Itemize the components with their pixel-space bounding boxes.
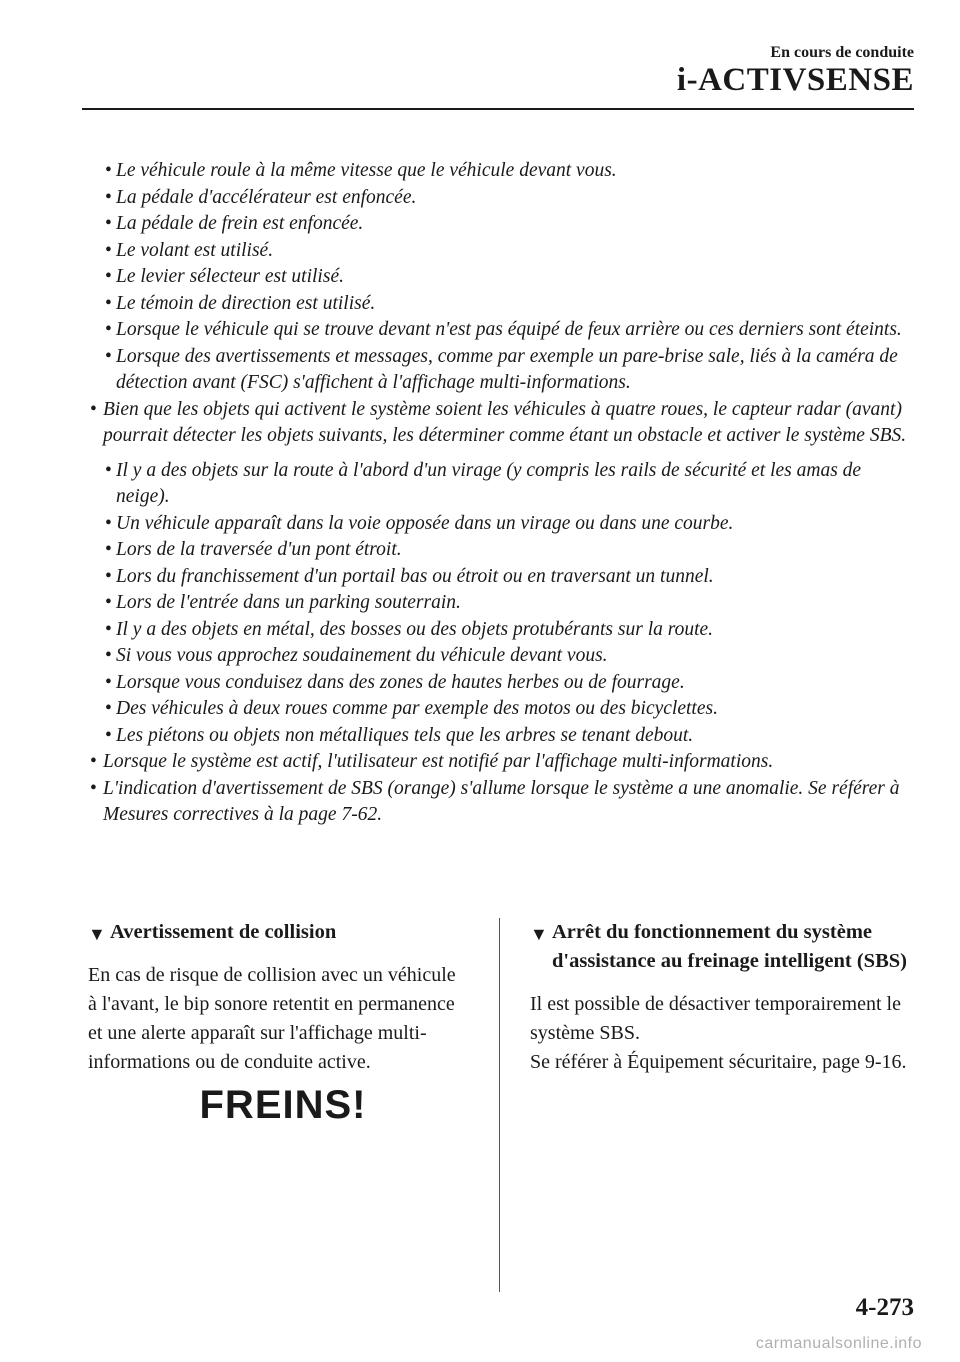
list-item: • Les piétons ou objets non métalliques tels que les arbres se tenant debout. bbox=[88, 723, 918, 750]
list-item: • Lorsque vous conduisez dans des zones de hautes herbes ou de fourrage. bbox=[88, 670, 918, 697]
stop-system-text: Il est possible de désactiver temporairement le système SBS. Se référer à Équipement sécuritaire, page 9-16. bbox=[530, 993, 907, 1073]
list-item: • Il y a des objets sur la route à l'abord d'un virage (y compris les rails de sécurité et les amas de neige). bbox=[105, 459, 862, 507]
bullet-icon: • bbox=[90, 751, 97, 772]
bullet-icon: • bbox=[105, 459, 112, 481]
list-item: • Des véhicules à deux roues comme par exemple des motos ou des bicyclettes. bbox=[88, 696, 918, 723]
bullet-icon: • bbox=[105, 213, 112, 234]
list-item: • La pédale d'accélérateur est enfoncée. bbox=[88, 185, 918, 212]
bullet-icon: • bbox=[105, 319, 112, 340]
list-item: • Lors du franchissement d'un portail bas ou étroit ou en traversant un tunnel. bbox=[88, 564, 918, 591]
page-title: i-ACTIVSENSE bbox=[676, 62, 914, 98]
bullet-active: • Lorsque le système est actif, l'utilisateur est notifié par l'affichage multi-informations. bbox=[88, 749, 918, 776]
list-item: • Si vous vous approchez soudainement du véhicule devant vous. bbox=[88, 643, 918, 670]
collision-section bbox=[88, 918, 468, 1128]
bullet-icon: • bbox=[105, 239, 112, 261]
page-number: 4-273 bbox=[855, 1294, 914, 1321]
bullet-icon: • bbox=[105, 671, 112, 693]
bullet-icon: • bbox=[105, 266, 112, 287]
list-item: • Il y a des objets en métal, des bosses ou des objets protubérants sur la route. bbox=[88, 617, 918, 644]
bullet-icon: • bbox=[105, 724, 112, 746]
bullet-warning: • L'indication d'avertissement de SBS (orange) s'allume lorsque le système a une anomalie. Se référer à Mesures correctives à la page 7-62. bbox=[90, 777, 900, 825]
header-divider bbox=[82, 108, 914, 110]
triangle-down-icon: ▼ bbox=[88, 924, 106, 944]
collision-text: En cas de risque de collision avec un véhicule à l'avant, le bip sonore retentit en permanence et une alerte apparaît sur l'affichage multi-informations ou de conduite active. bbox=[88, 964, 456, 1073]
brake-alert-display: FREINS! bbox=[199, 1083, 367, 1127]
bullet-icon: • bbox=[105, 645, 112, 666]
bullet-icon: • bbox=[105, 512, 112, 534]
collision-heading: ▼ Avertissement de collision bbox=[88, 918, 468, 947]
list-item: • La pédale de frein est enfoncée. bbox=[88, 211, 918, 238]
bullet-icon: • bbox=[105, 539, 112, 560]
bullet-icon: • bbox=[105, 292, 112, 314]
bullet-icon: • bbox=[105, 186, 112, 208]
stop-system-section bbox=[530, 918, 920, 1077]
bullet-icon: • bbox=[105, 592, 112, 613]
triangle-down-icon: ▼ bbox=[530, 924, 548, 944]
conditions-list bbox=[88, 158, 918, 829]
list-item: • Lors de l'entrée dans un parking souterrain. bbox=[88, 590, 918, 617]
stop-system-heading: ▼ Arrêt du fonctionnement du système d'assistance au freinage intelligent (SBS) bbox=[530, 921, 907, 972]
column-divider bbox=[499, 918, 500, 1292]
list-item: • Le volant est utilisé. bbox=[88, 238, 918, 265]
list-item: • Un véhicule apparaît dans la voie opposée dans un virage ou dans une courbe. bbox=[88, 511, 918, 538]
bullet-icon: • bbox=[90, 398, 97, 420]
bullet-objects: • Bien que les objets qui activent le système soient les véhicules à quatre roues, le capteur radar (avant) pourrait détecter les objets suivants, les déterminer comme étant un obstacle et activer le système SBS. bbox=[90, 398, 907, 446]
list-item: • Lorsque des avertissements et messages, comme par exemple un pare-brise sale, liés à la caméra de détection avant (FSC) s'affichent à l'affichage multi-informations. bbox=[105, 345, 898, 393]
list-item: • Le véhicule roule à la même vitesse que le véhicule devant vous. bbox=[88, 158, 918, 185]
bullet-icon: • bbox=[105, 345, 112, 367]
bullet-icon: • bbox=[105, 618, 112, 640]
section-label: En cours de conduite bbox=[770, 44, 914, 61]
watermark: carmanualsonline.info bbox=[755, 1335, 922, 1352]
bullet-icon: • bbox=[105, 160, 112, 181]
list-item: • Le témoin de direction est utilisé. bbox=[88, 291, 918, 318]
bullet-icon: • bbox=[105, 565, 112, 587]
bullet-icon: • bbox=[105, 698, 112, 719]
list-item: • Lorsque le véhicule qui se trouve devant n'est pas équipé de feux arrière ou ces derniers sont éteints. bbox=[88, 317, 918, 344]
bullet-icon: • bbox=[90, 777, 97, 799]
list-item: • Lors de la traversée d'un pont étroit. bbox=[88, 537, 918, 564]
list-item: • Le levier sélecteur est utilisé. bbox=[88, 264, 918, 291]
